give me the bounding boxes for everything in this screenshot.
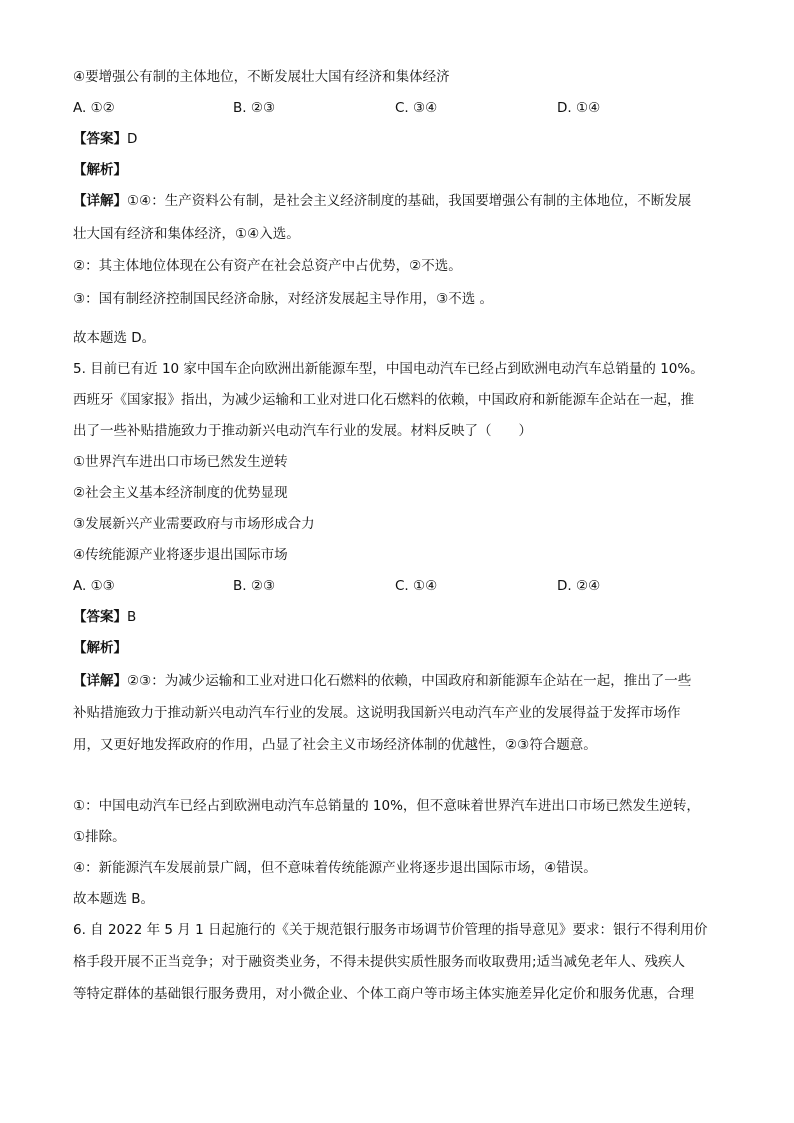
answer-value: D <box>127 131 138 147</box>
q4-option-b: B. ②③ <box>233 100 276 116</box>
q5-answer <box>73 608 136 626</box>
q5-options <box>73 577 733 595</box>
q4-detail-3: ②：其主体地位体现在公有资产在社会总资产中占优势，②不选。 <box>73 258 462 274</box>
q5-option-a: A. ①③ <box>73 578 115 594</box>
q5-option-b: B. ②③ <box>233 578 276 594</box>
q4-detail-4: ③：国有制经济控制国民经济命脉，对经济发展起主导作用，③不选 。 <box>73 291 493 307</box>
q5-detail-4: ①：中国电动汽车已经占到欧洲电动汽车总销量的 10%，但不意味着世界汽车进出口市场已然发生逆转， <box>73 798 700 814</box>
answer-tag: 【答案】 <box>73 131 127 147</box>
q4-detail-2: 壮大国有经济和集体经济，①④入选。 <box>73 226 300 242</box>
q5-item-2: ②社会主义基本经济制度的优势显现 <box>73 485 288 501</box>
analysis-tag: 【解析】 <box>73 162 127 178</box>
q4-conclusion: 故本题选 D。 <box>73 330 156 346</box>
q5-analysis-tag <box>73 639 127 657</box>
q5-item-1: ①世界汽车进出口市场已然发生逆转 <box>73 454 288 470</box>
q6-stem-2: 格手段开展不正当竞争；对于融资类业务，不得未提供实质性服务而收取费用;适当减免老年人、残疾人 <box>73 954 686 970</box>
detail-tag: 【详解】 <box>73 673 127 689</box>
q5-item-3: ③发展新兴产业需要政府与市场形成合力 <box>73 516 315 532</box>
q6-stem-1: 6. 自 2022 年 5 月 1 日起施行的《关于规范银行服务市场调节价管理的指导意见》要求：银行不得利用价 <box>73 922 708 938</box>
q5-stem-1: 5. 目前已有近 10 家中国车企向欧洲出新能源车型，中国电动汽车已经占到欧洲电动汽车总销量的 10%。 <box>73 361 704 377</box>
q4-option-d: D. ①④ <box>557 100 601 116</box>
q5-detail-2: 补贴措施致力于推动新兴电动汽车行业的发展。这说明我国新兴电动汽车产业的发展得益于发挥市场作 <box>73 705 681 721</box>
q4-answer <box>73 130 137 148</box>
q5-detail-6: ④：新能源汽车发展前景广阔，但不意味着传统能源产业将逐步退出国际市场，④错误。 <box>73 860 597 876</box>
q5-detail-3: 用，又更好地发挥政府的作用，凸显了社会主义市场经济体制的优越性，②③符合题意。 <box>73 737 597 753</box>
q4-analysis-tag <box>73 161 127 179</box>
answer-tag: 【答案】 <box>73 609 127 625</box>
q5-conclusion: 故本题选 B。 <box>73 891 155 907</box>
detail-text: ②③：为减少运输和工业对进口化石燃料的依赖，中国政府和新能源车企站在一起，推出了一些 <box>127 673 692 689</box>
q4-detail-1 <box>73 192 691 210</box>
q4-options <box>73 99 733 117</box>
q4-option-c: C. ③④ <box>395 100 438 116</box>
analysis-tag: 【解析】 <box>73 640 127 656</box>
q5-option-c: C. ①④ <box>395 578 438 594</box>
q6-stem-3: 等特定群体的基础银行服务费用，对小微企业、个体工商户等市场主体实施差异化定价和服务优惠，合理 <box>73 986 694 1002</box>
q4-item-4: ④要增强公有制的主体地位，不断发展壮大国有经济和集体经济 <box>73 69 450 85</box>
q5-detail-1 <box>73 672 691 690</box>
q5-item-4: ④传统能源产业将逐步退出国际市场 <box>73 547 288 563</box>
answer-value: B <box>127 609 137 625</box>
q5-stem-2: 西班牙《国家报》指出，为减少运输和工业对进口化石燃料的依赖，中国政府和新能源车企站在一起，推 <box>73 392 694 408</box>
q4-option-a: A. ①② <box>73 100 115 116</box>
detail-text: ①④：生产资料公有制，是社会主义经济制度的基础，我国要增强公有制的主体地位，不断发展 <box>127 193 692 209</box>
q5-option-d: D. ②④ <box>557 578 601 594</box>
q5-stem-3: 出了一些补贴措施致力于推动新兴电动汽车行业的发展。材料反映了（ ） <box>73 423 532 439</box>
detail-tag: 【详解】 <box>73 193 127 209</box>
q5-detail-5: ①排除。 <box>73 829 126 845</box>
